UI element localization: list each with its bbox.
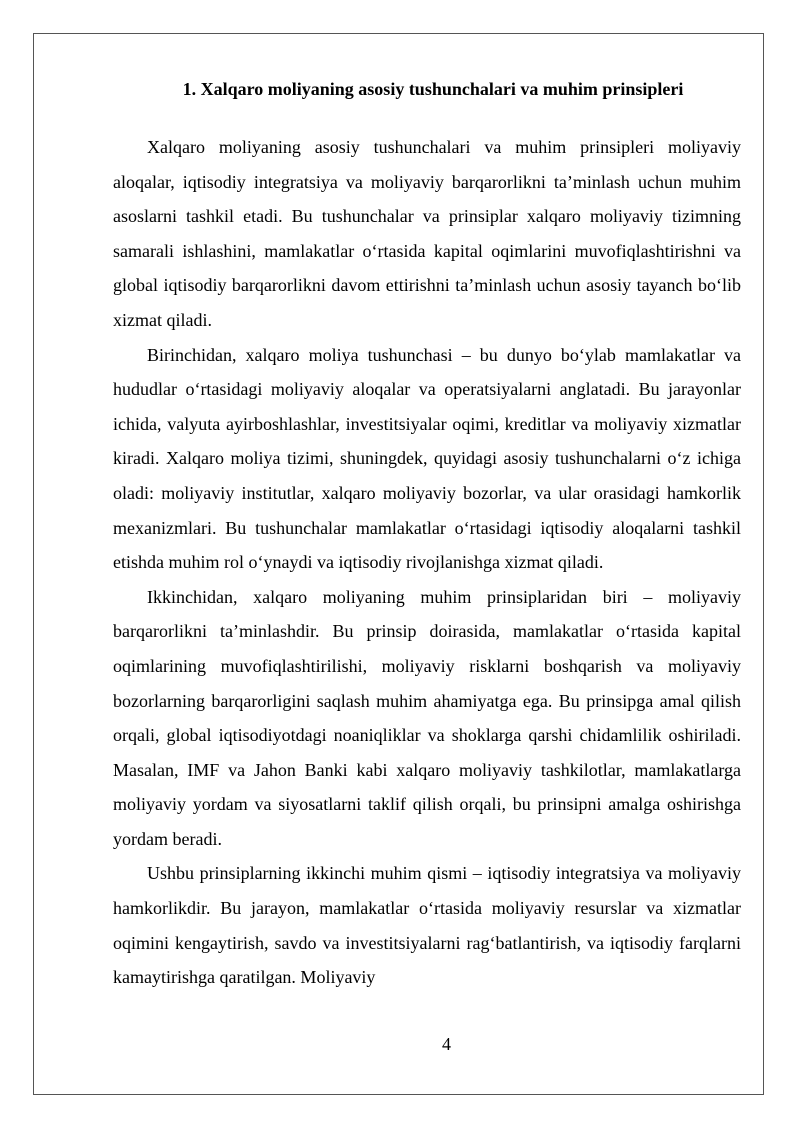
body-text	[113, 130, 741, 995]
paragraph-4: Ushbu prinsiplarning ikkinchi muhim qismi – iqtisodiy integratsiya va moliyaviy hamkorlikdir. Bu jarayon, mamlakatlar o‘rtasida moliyaviy resurslar va xizmatlar oqimini kengaytirish, savdo va investitsiyalarni rag‘batlantirish, va iqtisodiy farqlarni kamaytirishga qaratilgan. Moliyaviy	[113, 863, 741, 988]
paragraph-2: Birinchidan, xalqaro moliya tushunchasi – bu dunyo bo‘ylab mamlakatlar va hududlar o‘rtasidagi moliyaviy aloqalar va operatsiyalarni anglatadi. Bu jarayonlar ichida, valyuta ayirboshlashlar, investitsiyalar oqimi, kreditlar va moliyaviy xizmatlar kiradi. Xalqaro moliya tizimi, shuningdek, quyidagi asosiy tushunchalarni o‘z ichiga oladi: moliyaviy institutlar, xalqaro moliyaviy bozorlar, va ular orasidagi hamkorlik mexanizmlari. Bu tushunchalar mamlakatlar o‘rtasidagi iqtisodiy aloqalarni tashkil etishda muhim rol o‘ynaydi va iqtisodiy rivojlanishga xizmat qiladi.	[113, 344, 741, 573]
paragraph-3: Ikkinchidan, xalqaro moliyaning muhim prinsiplaridan biri – moliyaviy barqarorlikni ta’minlashdir. Bu prinsip doirasida, mamlakatlar o‘rtasida kapital oqimlarining muvofiqlashtirilishi, moliyaviy risklarni boshqarish va moliyaviy bozorlarning barqarorligini saqlash muhim ahamiyatga ega. Bu prinsipga amal qilish orqali, global iqtisodiyotdagi noaniqliklar va shoklarga qarshi chidamlilik oshiriladi. Masalan, IMF va Jahon Banki kabi xalqaro moliyaviy tashkilotlar, mamlakatlarga moliyaviy yordam va siyosatlarni taklif qilish orqali, bu prinsipni amalga oshirishga yordam beradi.	[113, 586, 741, 849]
paragraph-1: Xalqaro moliyaning asosiy tushunchalari va muhim prinsipleri moliyaviy aloqalar, iqtisodiy integratsiya va moliyaviy barqarorlikni ta’minlash uchun muhim asoslarni tashkil etadi. Bu tushunchalar va prinsiplar xalqaro moliyaviy tizimning samarali ishlashini, mamlakatlar o‘rtasida kapital oqimlarini muvofiqlashtirishni va global iqtisodiy barqarorlikni davom ettirishni ta’minlash uchun asosiy tayanch bo‘lib xizmat qiladi.	[113, 137, 741, 330]
section-title: 1. Xalqaro moliyaning asosiy tushunchalari va muhim prinsipleri	[182, 79, 684, 99]
page-number: 4	[442, 1034, 451, 1054]
